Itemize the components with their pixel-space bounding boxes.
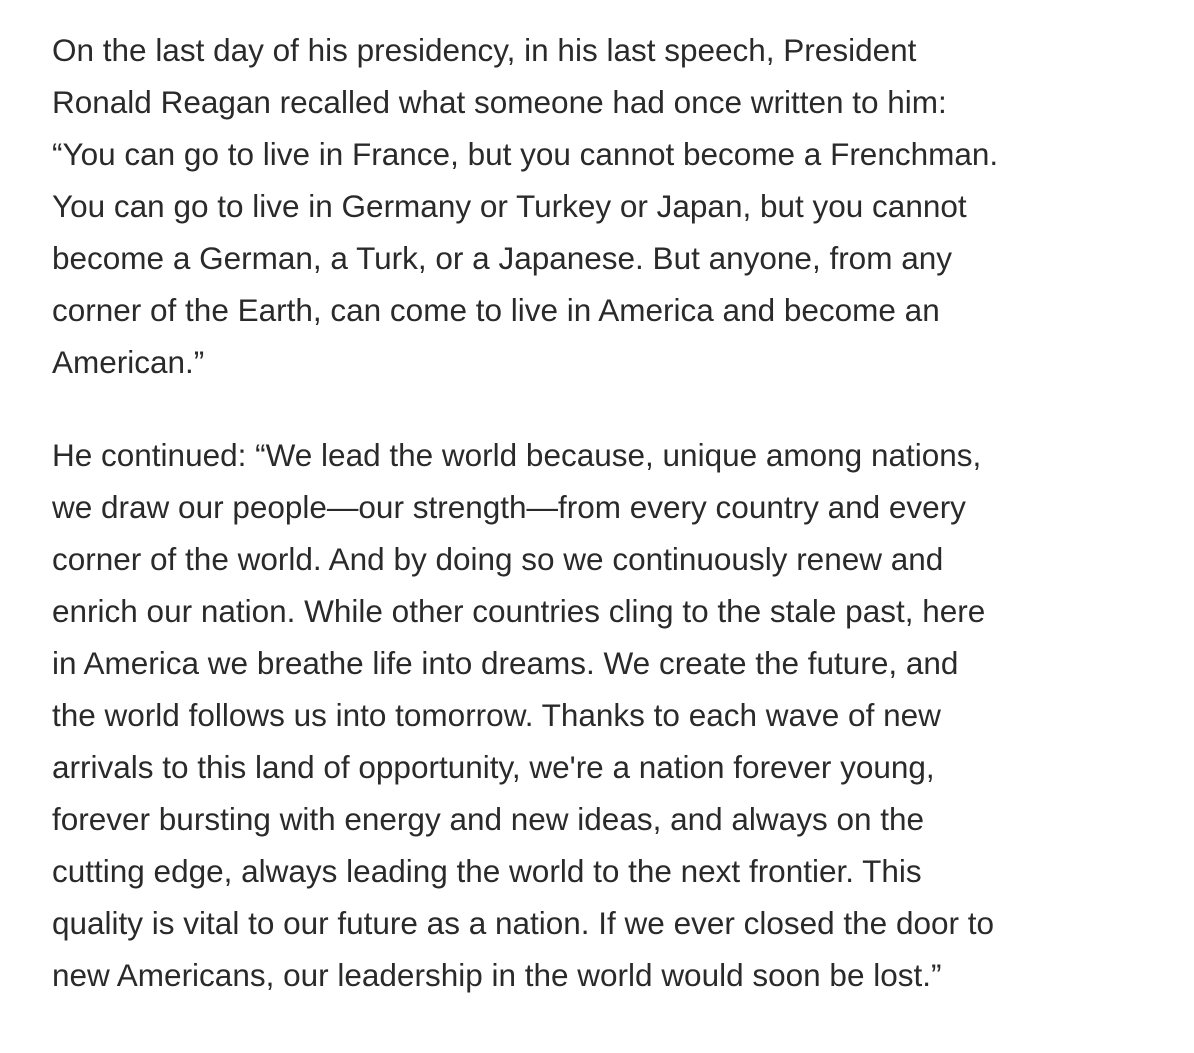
text-line: become a German, a Turk, or a Japanese. But anyone, from any bbox=[52, 240, 952, 276]
text-line: enrich our nation. While other countries cling to the stale past, here bbox=[52, 593, 986, 629]
text-line: On the last day of his presidency, in his last speech, President bbox=[52, 32, 917, 68]
paragraph-spacer bbox=[52, 388, 1162, 429]
text-line: the world follows us into tomorrow. Thanks to each wave of new bbox=[52, 697, 941, 733]
text-line: American.” bbox=[52, 344, 205, 380]
text-line: You can go to live in Germany or Turkey or Japan, but you cannot bbox=[52, 188, 967, 224]
paragraph-continuation bbox=[52, 429, 1162, 1053]
paragraph-reagan-quote bbox=[52, 24, 1162, 388]
text-line: new Americans, our leadership in the world would soon be lost.” bbox=[52, 957, 942, 993]
text-line bbox=[52, 1001, 1162, 1053]
text-line: we draw our people—our strength—from every country and every bbox=[52, 489, 966, 525]
text-line: “You can go to live in France, but you cannot become a Frenchman. bbox=[52, 136, 999, 172]
text-line: forever bursting with energy and new ideas, and always on the bbox=[52, 801, 925, 837]
text-line: corner of the Earth, can come to live in America and become an bbox=[52, 292, 940, 328]
text-line: He continued: “We lead the world because, unique among nations, bbox=[52, 437, 982, 473]
text-line: cutting edge, always leading the world to the next frontier. This bbox=[52, 853, 922, 889]
text-line: Ronald Reagan recalled what someone had once written to him: bbox=[52, 84, 947, 120]
text-line: in America we breathe life into dreams. We create the future, and bbox=[52, 645, 959, 681]
article-body bbox=[52, 24, 1162, 1053]
text-line: arrivals to this land of opportunity, we're a nation forever young, bbox=[52, 749, 935, 785]
text-line: quality is vital to our future as a nation. If we ever closed the door to bbox=[52, 905, 995, 941]
text-line: corner of the world. And by doing so we continuously renew and bbox=[52, 541, 944, 577]
